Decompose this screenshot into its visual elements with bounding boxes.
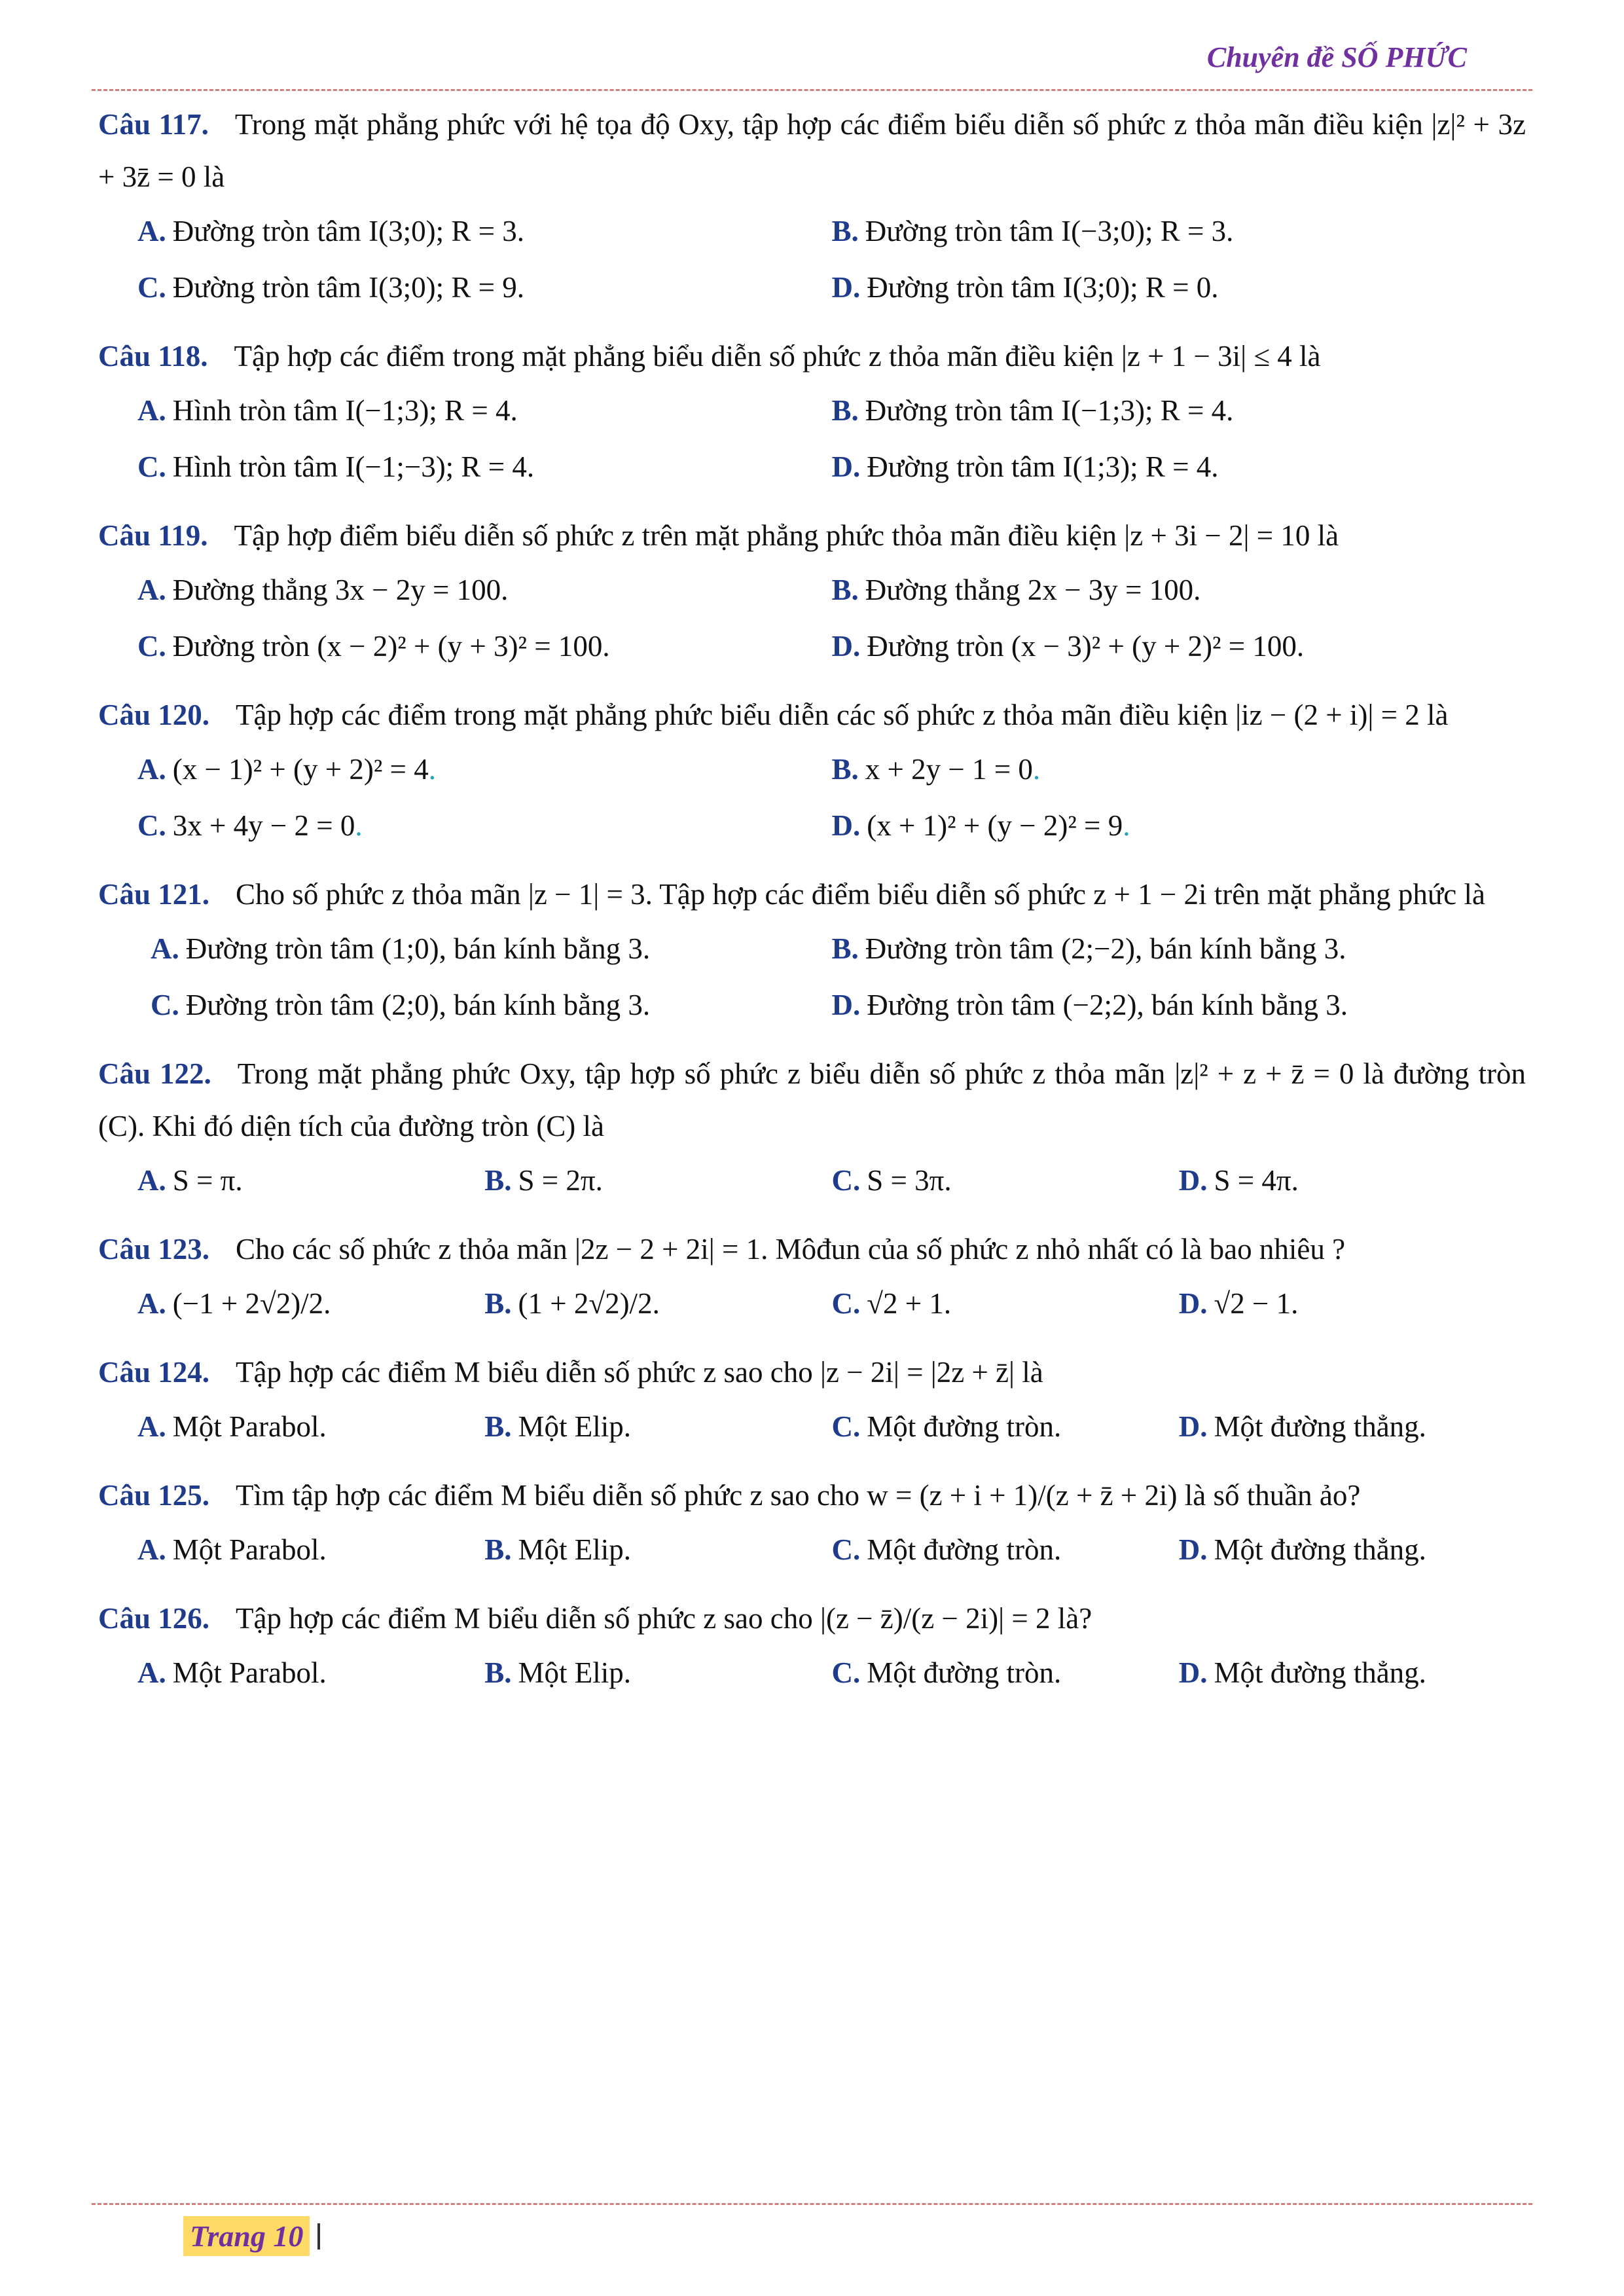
page-number-box xyxy=(183,2216,310,2256)
question-stem: Tìm tập hợp các điểm M biểu diễn số phức z sao cho w = (z + i + 1)/(z + z̄ + 2i) là số thuần ảo? xyxy=(236,1479,1361,1512)
question-120 xyxy=(98,689,1526,854)
option-a: A. Đường tròn tâm I(3;0); R = 3. xyxy=(137,215,525,247)
option-d: D. Một đường thẳng. xyxy=(1178,1410,1426,1443)
option-b: B. S = 2π. xyxy=(484,1164,603,1197)
option-a: A. Đường thẳng 3x − 2y = 100. xyxy=(137,574,509,606)
option-d: D. Một đường thẳng. xyxy=(1178,1656,1426,1689)
question-121 xyxy=(98,868,1526,1033)
question-list xyxy=(98,98,1526,1715)
question-stem: Tập hợp điểm biểu diễn số phức z trên mặt phẳng phức thỏa mãn điều kiện |z + 3i − 2| = 10 là xyxy=(234,519,1339,552)
question-stem: Cho số phức z thỏa mãn |z − 1| = 3. Tập hợp các điểm biểu diễn số phức z + 1 − 2i trên mặt phẳng phức là xyxy=(236,878,1485,911)
option-c: C. Một đường tròn. xyxy=(831,1656,1062,1689)
option-c: C. S = 3π. xyxy=(831,1164,952,1197)
option-c: C. Một đường tròn. xyxy=(831,1410,1062,1443)
question-118 xyxy=(98,330,1526,495)
option-d: D. Đường tròn tâm I(3;0); R = 0. xyxy=(831,271,1219,304)
question-label: Câu 118. xyxy=(98,340,208,373)
option-d: D. Đường tròn (x − 3)² + (y + 2)² = 100. xyxy=(831,630,1305,663)
option-b: B. Đường tròn tâm (2;−2), bán kính bằng 3. xyxy=(831,932,1346,965)
question-label: Câu 123. xyxy=(98,1233,210,1266)
footer-divider xyxy=(92,2203,1532,2205)
question-126 xyxy=(98,1592,1526,1701)
option-b: B. x + 2y − 1 = 0. xyxy=(831,753,1041,786)
page-prefix: Trang xyxy=(190,2219,266,2253)
page-number: 10 xyxy=(273,2219,304,2253)
question-label: Câu 120. xyxy=(98,699,210,731)
option-c: C. Một đường tròn. xyxy=(831,1533,1062,1566)
question-119 xyxy=(98,509,1526,674)
option-c: C. 3x + 4y − 2 = 0. xyxy=(137,809,363,842)
option-d: D. Đường tròn tâm I(1;3); R = 4. xyxy=(831,450,1219,483)
question-label: Câu 124. xyxy=(98,1356,210,1389)
option-d: D. √2 − 1. xyxy=(1178,1287,1299,1320)
option-a: A. Một Parabol. xyxy=(137,1533,327,1566)
question-label: Câu 117. xyxy=(98,108,209,141)
option-d: D. S = 4π. xyxy=(1178,1164,1299,1197)
option-b: B. Đường thẳng 2x − 3y = 100. xyxy=(831,574,1201,606)
question-label: Câu 126. xyxy=(98,1602,210,1635)
question-stem: Trong mặt phẳng phức với hệ tọa độ Oxy, tập hợp các điểm biểu diễn số phức z thỏa mãn điều kiện |z|² + 3z + 3z̄ = 0 là xyxy=(98,108,1526,193)
footer-bar xyxy=(317,2223,320,2250)
option-c: C. √2 + 1. xyxy=(831,1287,952,1320)
question-label: Câu 121. xyxy=(98,878,210,911)
option-a: A. (−1 + 2√2)/2. xyxy=(137,1287,331,1320)
option-b: B. Một Elip. xyxy=(484,1656,632,1689)
option-d: D. (x + 1)² + (y − 2)² = 9. xyxy=(831,809,1130,842)
question-label: Câu 125. xyxy=(98,1479,210,1512)
question-label: Câu 119. xyxy=(98,519,208,552)
question-122 xyxy=(98,1048,1526,1209)
option-a: A. Hình tròn tâm I(−1;3); R = 4. xyxy=(137,394,518,427)
option-a: A. Một Parabol. xyxy=(137,1410,327,1443)
option-b: B. Đường tròn tâm I(−3;0); R = 3. xyxy=(831,215,1234,247)
question-stem: Cho các số phức z thỏa mãn |2z − 2 + 2i| = 1. Môđun của số phức z nhỏ nhất có là bao nhiêu ? xyxy=(236,1233,1346,1266)
option-b: B. Một Elip. xyxy=(484,1410,632,1443)
question-stem: Tập hợp các điểm trong mặt phẳng phức biểu diễn các số phức z thỏa mãn điều kiện |iz − (2 + i)| = 2 là xyxy=(236,699,1449,731)
question-label: Câu 122. xyxy=(98,1057,211,1090)
question-stem: Tập hợp các điểm M biểu diễn số phức z sao cho |z − 2i| = |2z + z̄| là xyxy=(236,1356,1043,1389)
question-stem: Tập hợp các điểm M biểu diễn số phức z sao cho |(z − z̄)/(z − 2i)| = 2 là? xyxy=(236,1602,1092,1635)
option-b: B. (1 + 2√2)/2. xyxy=(484,1287,660,1320)
option-c: C. Hình tròn tâm I(−1;−3); R = 4. xyxy=(137,450,535,483)
option-c: C. Đường tròn tâm I(3;0); R = 9. xyxy=(137,271,525,304)
question-125 xyxy=(98,1469,1526,1578)
option-c: C. Đường tròn (x − 2)² + (y + 3)² = 100. xyxy=(137,630,610,663)
option-d: D. Đường tròn tâm (−2;2), bán kính bằng 3. xyxy=(831,989,1348,1021)
question-stem: Trong mặt phẳng phức Oxy, tập hợp số phức z biểu diễn số phức z thỏa mãn |z|² + z + z̄ = 0 là đường tròn (C). Khi đó diện tích của đường tròn (C) là xyxy=(98,1057,1526,1142)
document-header-title: Chuyên đề SỐ PHỨC xyxy=(1206,41,1467,73)
question-124 xyxy=(98,1346,1526,1455)
option-b: B. Một Elip. xyxy=(484,1533,632,1566)
option-c: C. Đường tròn tâm (2;0), bán kính bằng 3. xyxy=(151,989,651,1021)
question-stem: Tập hợp các điểm trong mặt phẳng biểu diễn số phức z thỏa mãn điều kiện |z + 1 − 3i| ≤ 4 là xyxy=(234,340,1321,373)
option-a: A. Đường tròn tâm (1;0), bán kính bằng 3. xyxy=(151,932,651,965)
option-b: B. Đường tròn tâm I(−1;3); R = 4. xyxy=(831,394,1234,427)
option-a: A. (x − 1)² + (y + 2)² = 4. xyxy=(137,753,436,786)
option-a: A. Một Parabol. xyxy=(137,1656,327,1689)
option-d: D. Một đường thẳng. xyxy=(1178,1533,1426,1566)
page-footer xyxy=(183,2216,320,2256)
question-117 xyxy=(98,98,1526,316)
header-divider xyxy=(92,89,1532,91)
option-a: A. S = π. xyxy=(137,1164,243,1197)
question-123 xyxy=(98,1223,1526,1332)
